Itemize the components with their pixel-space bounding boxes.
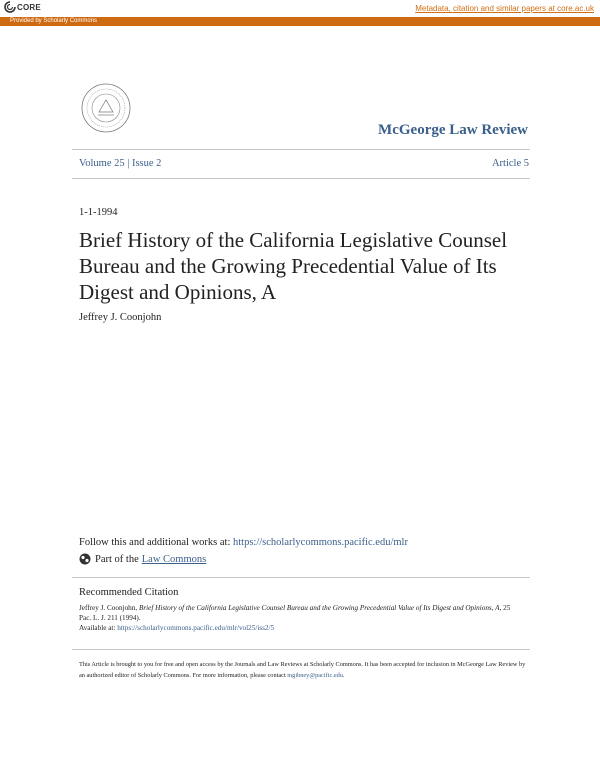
citation-available-prefix: Available at: (79, 624, 118, 632)
citation-url-link[interactable]: https://scholarlycommons.pacific.edu/mlr/vol25/iss2/5 (117, 624, 275, 632)
part-of-line (79, 553, 206, 565)
law-commons-link[interactable]: Law Commons (141, 553, 207, 565)
follow-prefix: Follow this and additional works at: (79, 537, 233, 548)
core-metadata-link[interactable]: Metadata, citation and similar papers at core.ac.uk (415, 4, 594, 13)
journal-name[interactable]: McGeorge Law Review (378, 122, 528, 138)
core-provided-bar (0, 17, 600, 26)
core-logo[interactable] (4, 1, 41, 13)
access-note-end: . (342, 672, 345, 679)
core-provided-by[interactable]: Provided by Scholarly Commons (10, 18, 98, 24)
recommended-citation-heading: Recommended Citation (79, 587, 179, 598)
citation-title: Brief History of the California Legislative Counsel Bureau and the Growing Precedential Value of Its Digest and Opinions, A (138, 604, 500, 612)
article-title: Brief History of the California Legislative Counsel Bureau and the Growing Precedential Value of Its Digest and Opinions, A (79, 228, 508, 304)
issue-link[interactable]: Volume 25 | Issue 2 (79, 158, 162, 169)
access-note (79, 659, 529, 681)
access-note-text: This Article is brought to you for free and open access by the Journals and Law Reviews at Scholarly Commons. It has been accepted for inclusion in McGeorge Law Review by an authorized editor of Scholarly Commons. For more information, please contact (79, 661, 526, 679)
header-divider-bottom (72, 178, 530, 179)
core-header-bar (0, 0, 600, 17)
citation-author: Jeffrey J. Coonjohn, (79, 604, 139, 612)
article-author: Jeffrey J. Coonjohn (79, 312, 162, 323)
publication-date: 1-1-1994 (79, 207, 118, 218)
recommended-citation-text (79, 603, 519, 633)
citation-source: , 25 Pac. L. J. 211 (1994). (79, 604, 511, 622)
contact-email-link[interactable]: mgibney@pacific.edu (287, 672, 343, 679)
network-commons-icon (79, 553, 91, 565)
core-logo-icon (4, 1, 16, 13)
citation-divider (72, 577, 530, 578)
follow-url-link[interactable]: https://scholarlycommons.pacific.edu/mlr (233, 537, 408, 548)
footer-divider (72, 649, 530, 650)
follow-line (79, 537, 408, 548)
header-divider-top (72, 149, 530, 150)
university-seal-icon (80, 82, 132, 134)
part-of-prefix: Part of the (95, 553, 139, 565)
article-number-link[interactable]: Article 5 (491, 158, 529, 169)
core-logo-text: CORE (17, 2, 41, 12)
